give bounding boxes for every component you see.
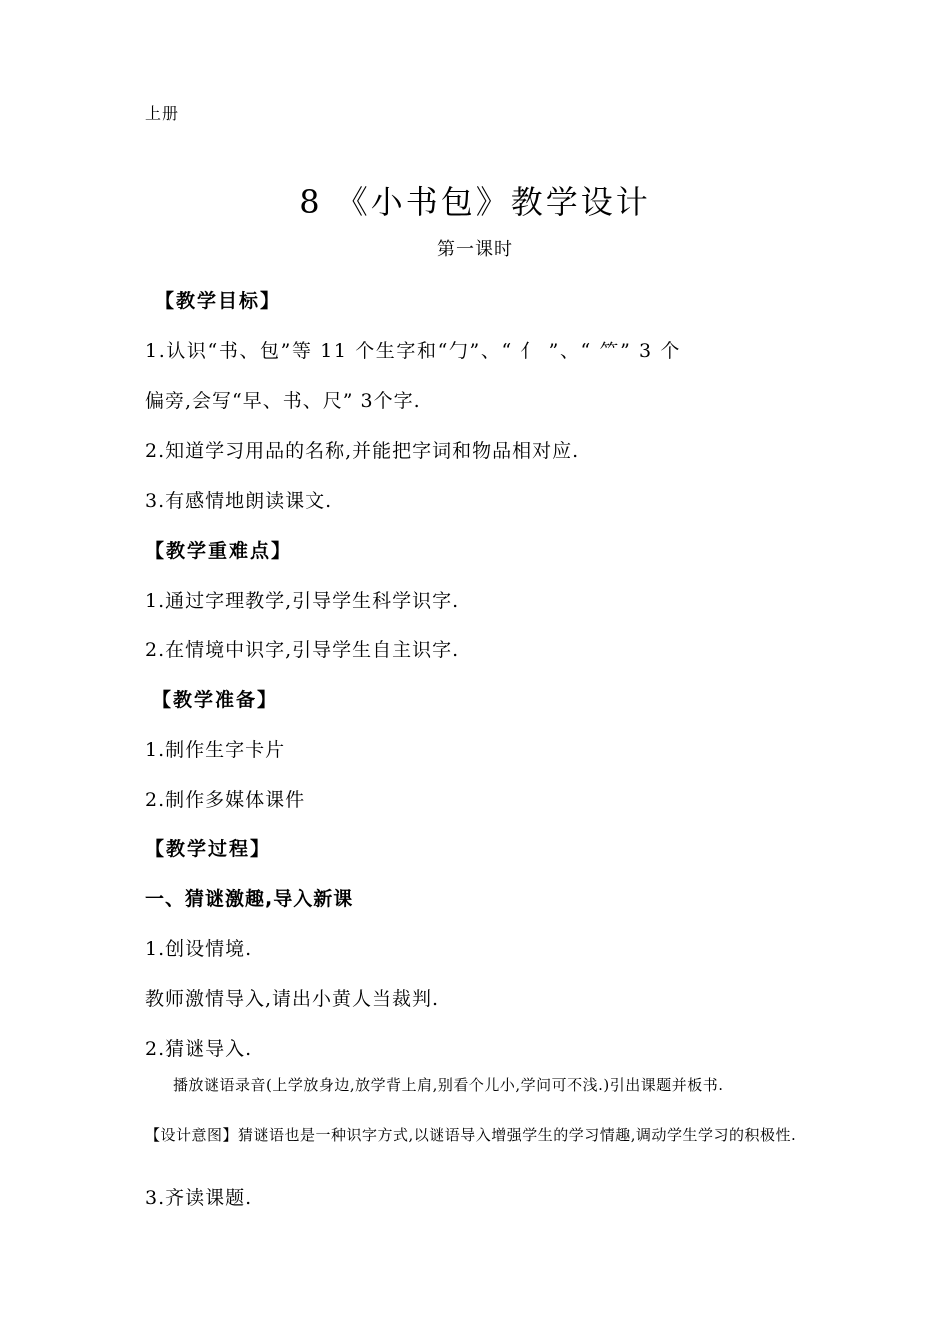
page-title: 8 《小书包》教学设计 xyxy=(299,183,651,221)
preparation-1: 1.制作生字卡片 xyxy=(145,739,286,761)
step-2: 2.猜谜导入. xyxy=(145,1038,253,1060)
part-1-heading: 一、猜谜激趣,导入新课 xyxy=(145,888,354,910)
key-point-1: 1.通过字理教学,引导学生科学识字. xyxy=(145,590,460,612)
goal-3: 3.有感情地朗读课文. xyxy=(145,490,333,512)
goal-2: 2.知道学习用品的名称,并能把字词和物品相对应. xyxy=(145,440,580,462)
preparation-heading: 【教学准备】 xyxy=(152,689,279,711)
key-point-2: 2.在情境中识字,引导学生自主识字. xyxy=(145,639,460,661)
step-1-detail: 教师激情导入,请出小黄人当裁判. xyxy=(145,988,440,1010)
key-points-heading: 【教学重难点】 xyxy=(145,540,293,562)
step-2-detail: 播放谜语录音(上学放身边,放学背上肩,别看个儿小,学问可不浅.)引出课题并板书. xyxy=(173,1076,724,1094)
goal-1-line-1: 1.认识“书、包”等 11 个生字和“勹”、“ 亻 ”、“ ⺮” 3 个 xyxy=(145,340,681,362)
preparation-2: 2.制作多媒体课件 xyxy=(145,789,306,811)
process-heading: 【教学过程】 xyxy=(145,838,272,860)
lesson-period: 第一课时 xyxy=(437,239,513,260)
volume-label: 上册 xyxy=(145,104,180,123)
step-3: 3.齐读课题. xyxy=(145,1187,253,1209)
goals-heading: 【教学目标】 xyxy=(155,290,282,312)
design-intent: 【设计意图】猜谜语也是一种识字方式,以谜语导入增强学生的学习情趣,调动学生学习的积极性. xyxy=(145,1126,797,1144)
step-1: 1.创设情境. xyxy=(145,938,253,960)
goal-1-line-2: 偏旁,会写“早、书、尺” 3个字. xyxy=(145,390,421,412)
